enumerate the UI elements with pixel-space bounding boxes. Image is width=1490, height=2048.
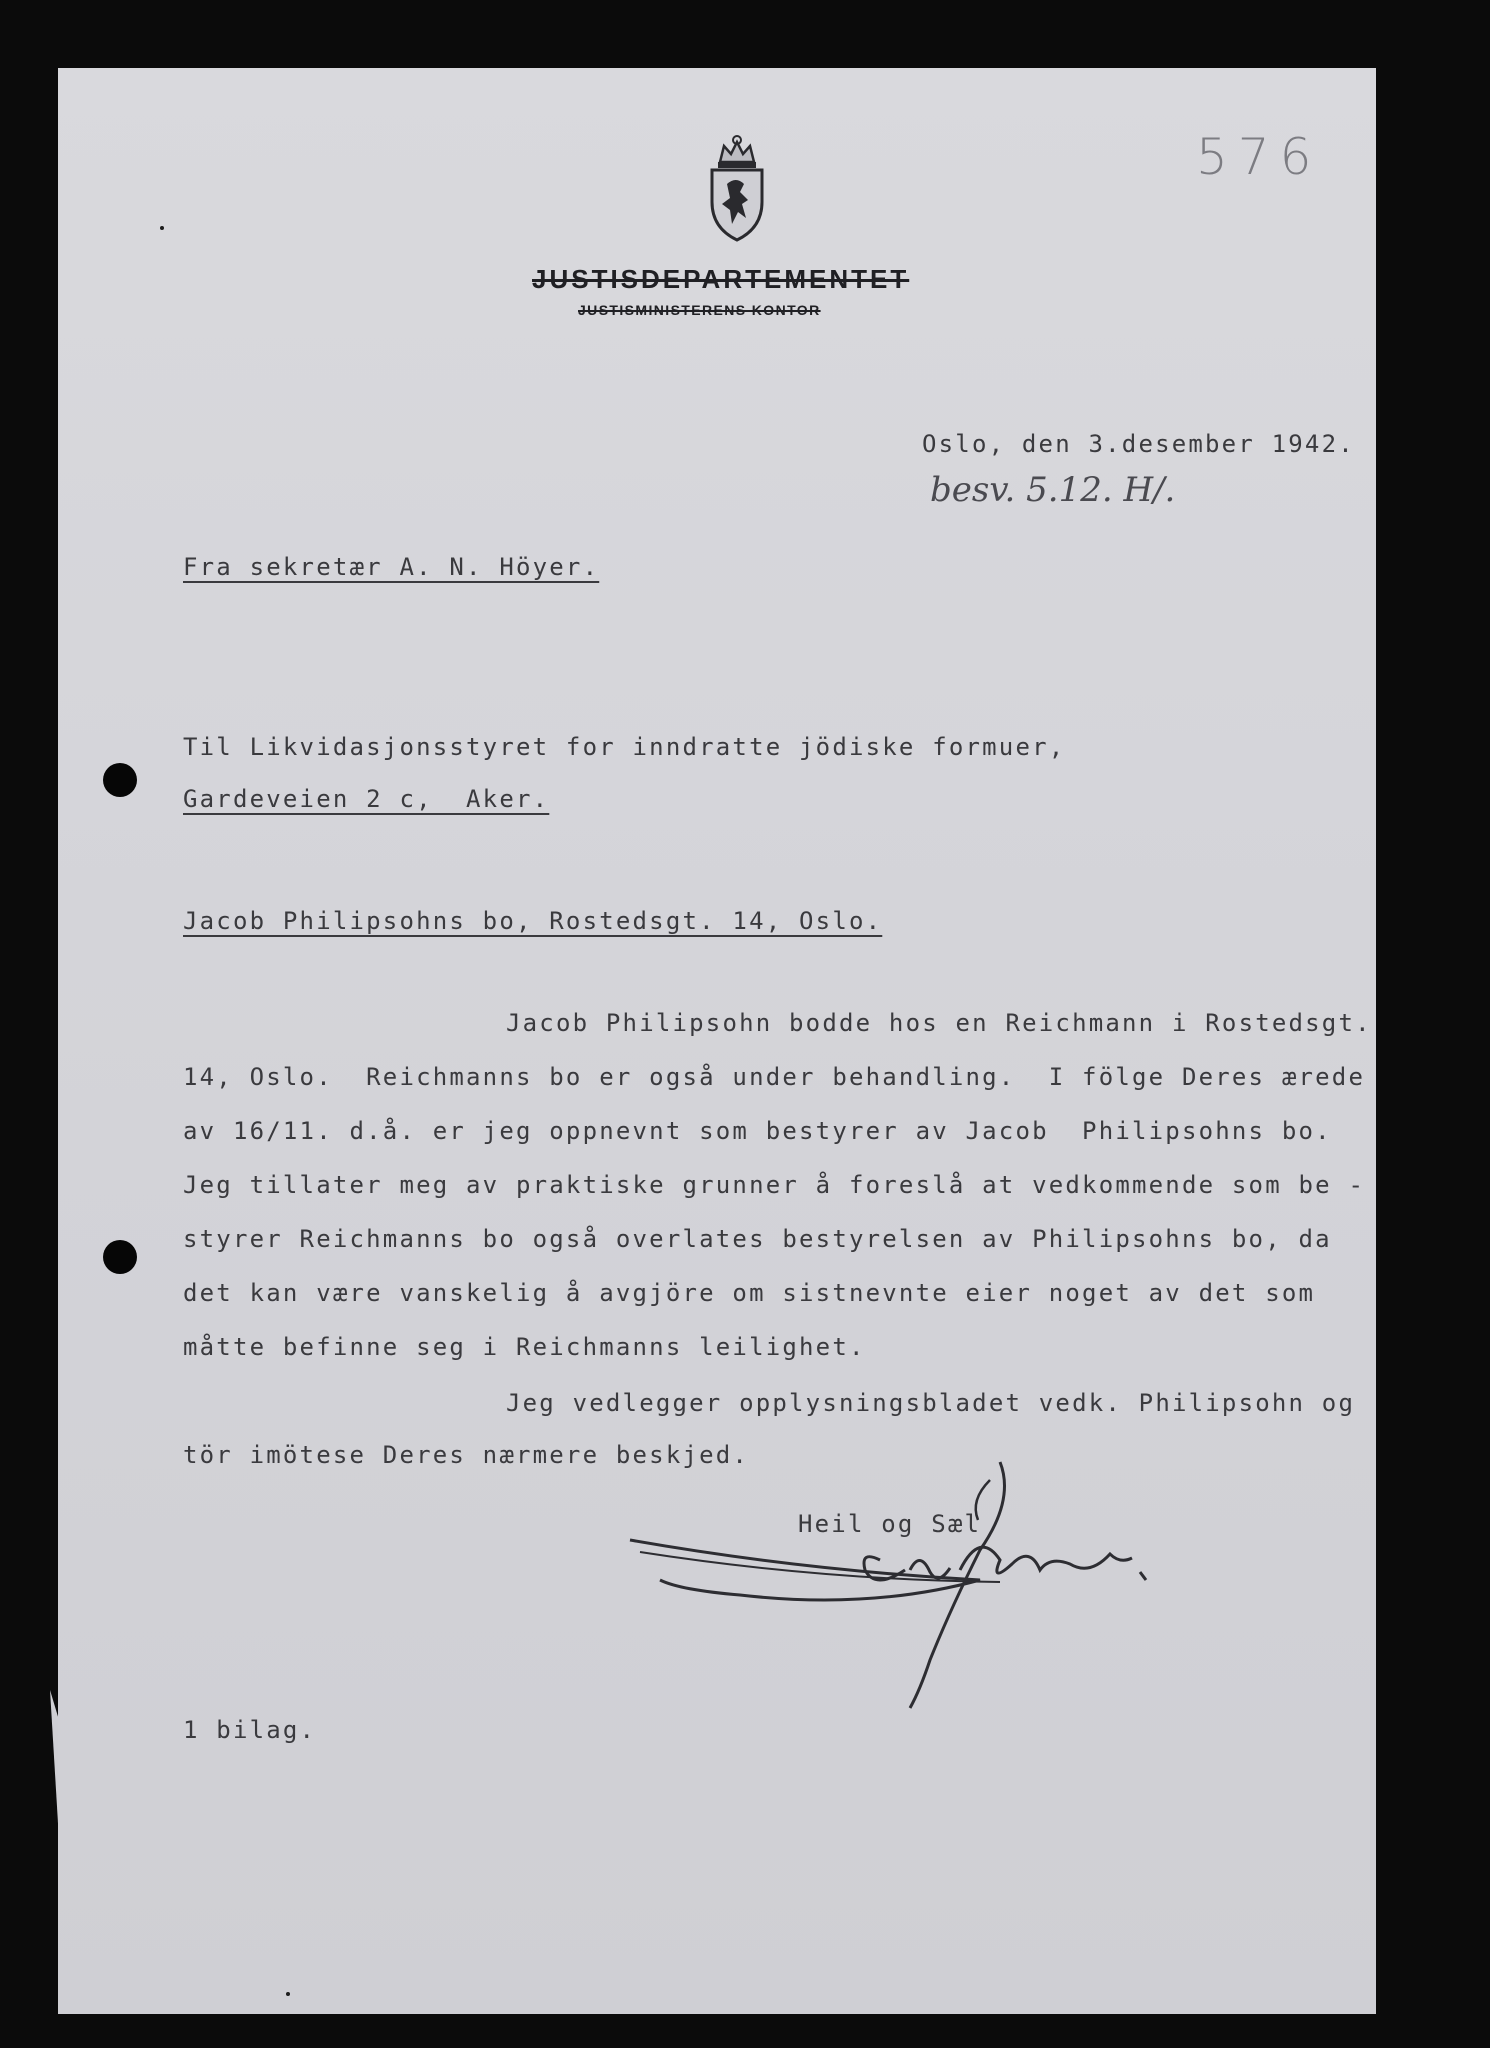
body-line: det kan være vanskelig å avgjöre om sistnevnte eier noget av det som bbox=[183, 1279, 1316, 1307]
body-line: 14, Oslo. Reichmanns bo er også under behandling. I fölge Deres ærede bbox=[183, 1063, 1366, 1091]
body-line: måtte befinne seg i Reichmanns leilighet. bbox=[183, 1333, 866, 1361]
subject-line: Jacob Philipsohns bo, Rostedsgt. 14, Oslo. bbox=[183, 907, 883, 935]
body-line: styrer Reichmanns bo også overlates bestyrelsen av Philipsohns bo, da bbox=[183, 1225, 1332, 1253]
body-line: Jeg vedlegger opplysningsbladet vedk. Philipsohn og bbox=[506, 1389, 1356, 1417]
body-line: Jeg tillater meg av praktiske grunner å foreslå at vedkommende som be - bbox=[183, 1171, 1366, 1199]
received-note-handwritten: besv. 5.12. H/. bbox=[930, 470, 1176, 510]
closing-salutation: Heil og Sæl bbox=[798, 1510, 982, 1538]
speck bbox=[160, 226, 164, 230]
department-heading: JUSTISDEPARTEMENTET bbox=[532, 264, 910, 294]
page-number-annotation: 576 bbox=[1196, 128, 1322, 186]
from-line: Fra sekretær A. N. Höyer. bbox=[183, 553, 600, 581]
date-line: Oslo, den 3.desember 1942. bbox=[922, 430, 1355, 458]
coat-of-arms-icon bbox=[702, 132, 772, 244]
body-line: av 16/11. d.å. er jeg oppnevnt som bestyrer av Jacob Philipsohns bo. bbox=[183, 1117, 1332, 1145]
punch-hole-top bbox=[103, 763, 137, 797]
body-line: tör imötese Deres nærmere beskjed. bbox=[183, 1441, 750, 1469]
enclosure-note: 1 bilag. bbox=[183, 1716, 317, 1744]
recipient-line-1: Til Likvidasjonsstyret for inndratte jödiske formuer, bbox=[183, 733, 1066, 761]
office-subheading: JUSTISMINISTERENS KONTOR bbox=[578, 302, 821, 318]
recipient-line-2: Gardeveien 2 c, Aker. bbox=[183, 785, 550, 813]
body-line: Jacob Philipsohn bodde hos en Reichmann i Rostedsgt. bbox=[506, 1009, 1372, 1037]
signature-handwritten bbox=[620, 1460, 1180, 1720]
speck bbox=[286, 1992, 290, 1996]
punch-hole-bottom bbox=[103, 1240, 137, 1274]
